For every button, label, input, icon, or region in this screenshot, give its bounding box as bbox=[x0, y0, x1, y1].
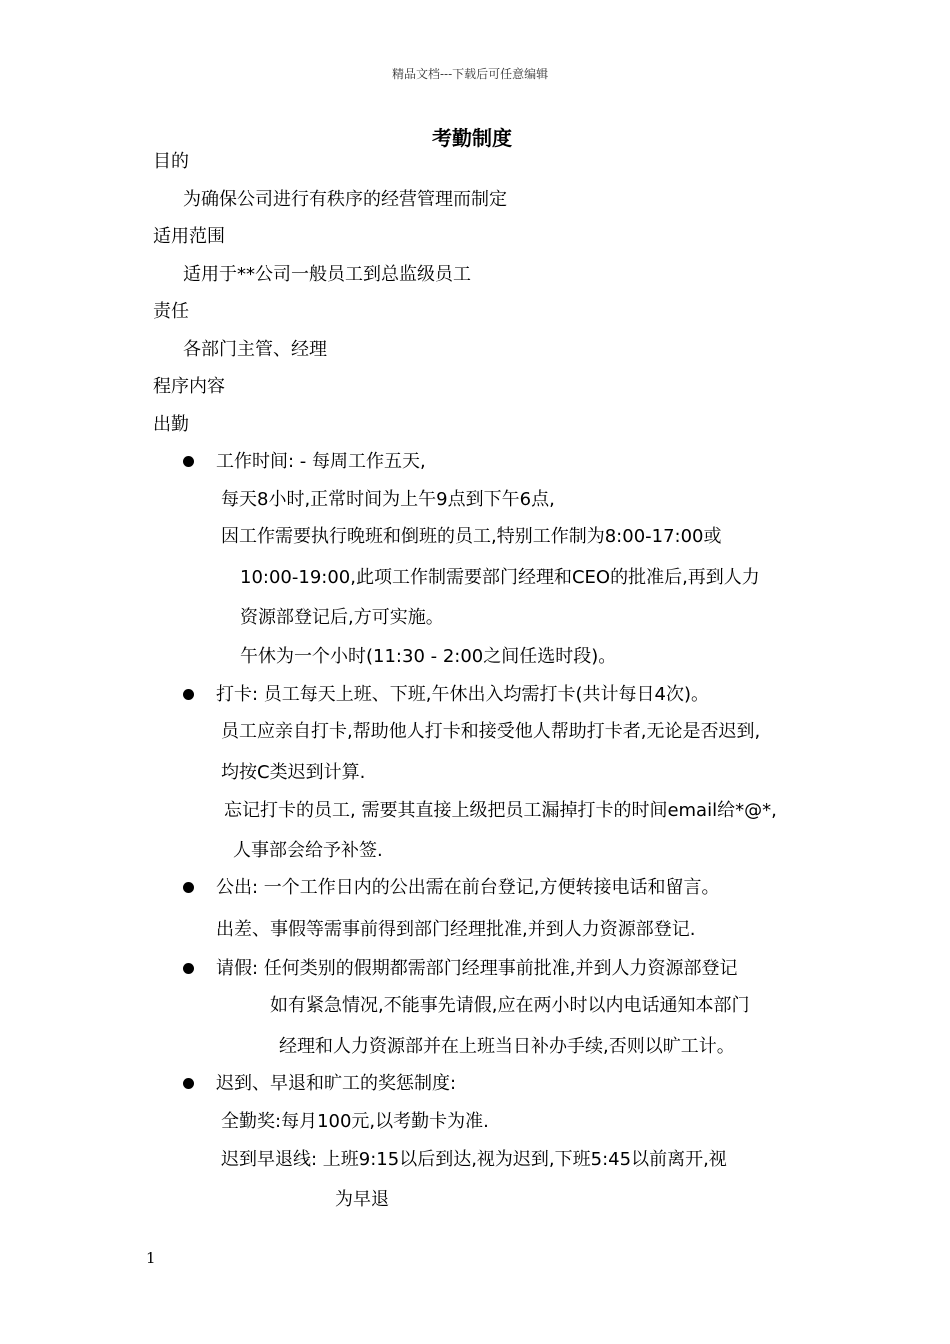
late-line: 为早退 bbox=[335, 1189, 389, 1210]
clock-in-line: 均按C类迟到计算. bbox=[221, 762, 366, 783]
work-time-line: 10:00-19:00,此项工作制需要部门经理和CEO的批准后,再到人力 bbox=[240, 567, 760, 588]
bullet-icon bbox=[183, 456, 194, 467]
work-time-line: 每天8小时,正常时间为上午9点到下午6点, bbox=[221, 489, 555, 510]
late-line: 全勤奖:每月100元,以考勤卡为准. bbox=[221, 1111, 489, 1132]
clock-in-line: 打卡: 员工每天上班、下班,午休出入均需打卡(共计每日4次)。 bbox=[216, 684, 710, 705]
work-time-line: 工作时间: - 每周工作五天, bbox=[216, 451, 426, 472]
scope-heading: 适用范围 bbox=[153, 226, 225, 247]
clock-in-line: 员工应亲自打卡,帮助他人打卡和接受他人帮助打卡者,无论是否迟到, bbox=[221, 721, 761, 742]
late-line: 迟到早退线: 上班9:15以后到达,视为迟到,下班5:45以前离开,视 bbox=[221, 1149, 727, 1170]
page-number: 1 bbox=[146, 1249, 156, 1267]
bullet-icon bbox=[183, 882, 194, 893]
bullet-icon bbox=[183, 689, 194, 700]
responsibility-text: 各部门主管、经理 bbox=[183, 339, 327, 360]
work-time-line: 午休为一个小时(11:30 - 2:00之间任选时段)。 bbox=[240, 646, 617, 667]
work-time-line: 因工作需要执行晚班和倒班的员工,特别工作制为8:00-17:00或 bbox=[221, 526, 722, 547]
leave-line: 如有紧急情况,不能事先请假,应在两小时以内电话通知本部门 bbox=[270, 995, 750, 1016]
work-time-line: 资源部登记后,方可实施。 bbox=[240, 607, 444, 628]
clock-in-line: 忘记打卡的员工, 需要其直接上级把员工漏掉打卡的时间email给*@*, bbox=[224, 800, 777, 821]
leave-line: 请假: 任何类别的假期都需部门经理事前批准,并到人力资源部登记 bbox=[216, 958, 738, 979]
late-line: 迟到、早退和旷工的奖惩制度: bbox=[216, 1073, 457, 1094]
bullet-icon bbox=[183, 963, 194, 974]
business-out-line: 公出: 一个工作日内的公出需在前台登记,方便转接电话和留言。 bbox=[216, 877, 720, 898]
leave-line: 经理和人力资源部并在上班当日补办手续,否则以旷工计。 bbox=[279, 1036, 735, 1057]
bullet-icon bbox=[183, 1078, 194, 1089]
business-out-line: 出差、事假等需事前得到部门经理批准,并到人力资源部登记. bbox=[216, 919, 696, 940]
procedure-heading: 程序内容 bbox=[153, 376, 225, 397]
purpose-text: 为确保公司进行有秩序的经营管理而制定 bbox=[183, 189, 507, 210]
attendance-heading: 出勤 bbox=[153, 414, 189, 435]
purpose-heading: 目的 bbox=[153, 151, 189, 172]
scope-text: 适用于**公司一般员工到总监级员工 bbox=[183, 264, 471, 285]
page-header: 精品文档---下载后可任意编辑 bbox=[392, 67, 549, 81]
responsibility-heading: 责任 bbox=[153, 301, 189, 322]
document-title: 考勤制度 bbox=[432, 126, 512, 150]
clock-in-line: 人事部会给予补签. bbox=[233, 840, 383, 861]
